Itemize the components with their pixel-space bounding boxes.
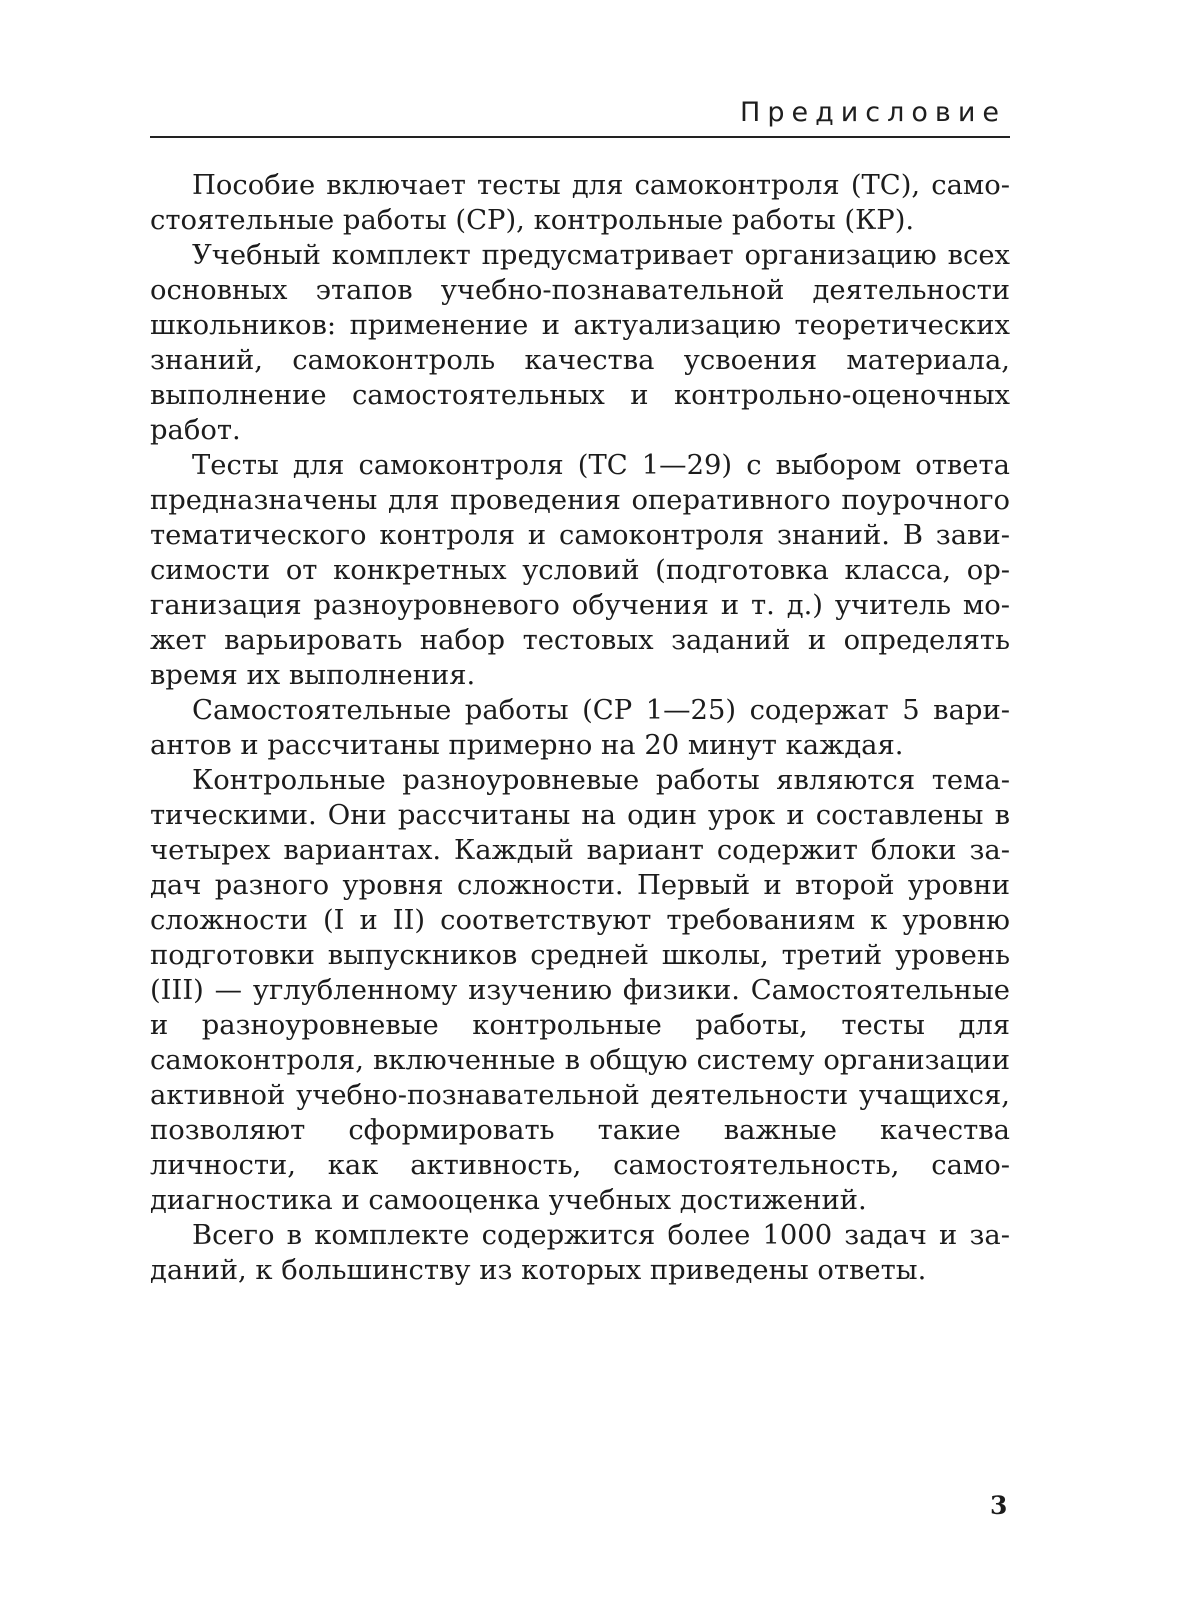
paragraph-3: Тесты для самоконтроля (ТС 1—29) с выбором ответа предназначены для проведения оперативного поурочного тематического контроля и самоконтроля знаний. В зависимости от конкретных условий (подготовка класса, организация разноуровневого обучения и т. д.) учитель может варьировать набор тестовых заданий и определять время их выполнения. [150, 450, 1010, 691]
paragraph-5: Контрольные разноуровневые работы являются тематическими. Они рассчитаны на один урок и составлены в четырех вариантах. Каждый вариант содержит блоки задач разного уровня сложности. Первый и второй уровни сложности (I и II) соответствуют требованиям к уровню подготовки выпускников средней школы, третий уровень (III) — углубленному изучению физики. Самостоятельные и разноуровневые контрольные работы, тесты для самоконтроля, включенные в общую систему организации активной учебно-познавательной деятельности учащихся, позволяют сформировать такие важные качества личности, как активность, самостоятельность, самодиагностика и самооценка учебных достижений. [150, 765, 1010, 1216]
running-header-title: Предисловие [740, 97, 1006, 128]
paragraph-1: Пособие включает тесты для самоконтроля (ТС), самостоятельные работы (СР), контрольные работы (КР). [150, 170, 1010, 236]
page-number: 3 [990, 1491, 1008, 1520]
paragraph-2: Учебный комплект предусматривает организацию всех основных этапов учебно-познавательной деятельности школьников: применение и актуализацию теоретических знаний, самоконтроль качества усвоения материала, выполнение самостоятельных и контрольно-оценочных работ. [150, 240, 1010, 446]
paragraph-4: Самостоятельные работы (СР 1—25) содержат 5 вариантов и рассчитаны примерно на 20 минут каждая. [150, 695, 1010, 761]
body-text [150, 168, 1010, 1288]
paragraph-6: Всего в комплекте содержится более 1000 задач и заданий, к большинству из которых приведены ответы. [150, 1220, 1010, 1286]
running-header [150, 96, 1010, 138]
